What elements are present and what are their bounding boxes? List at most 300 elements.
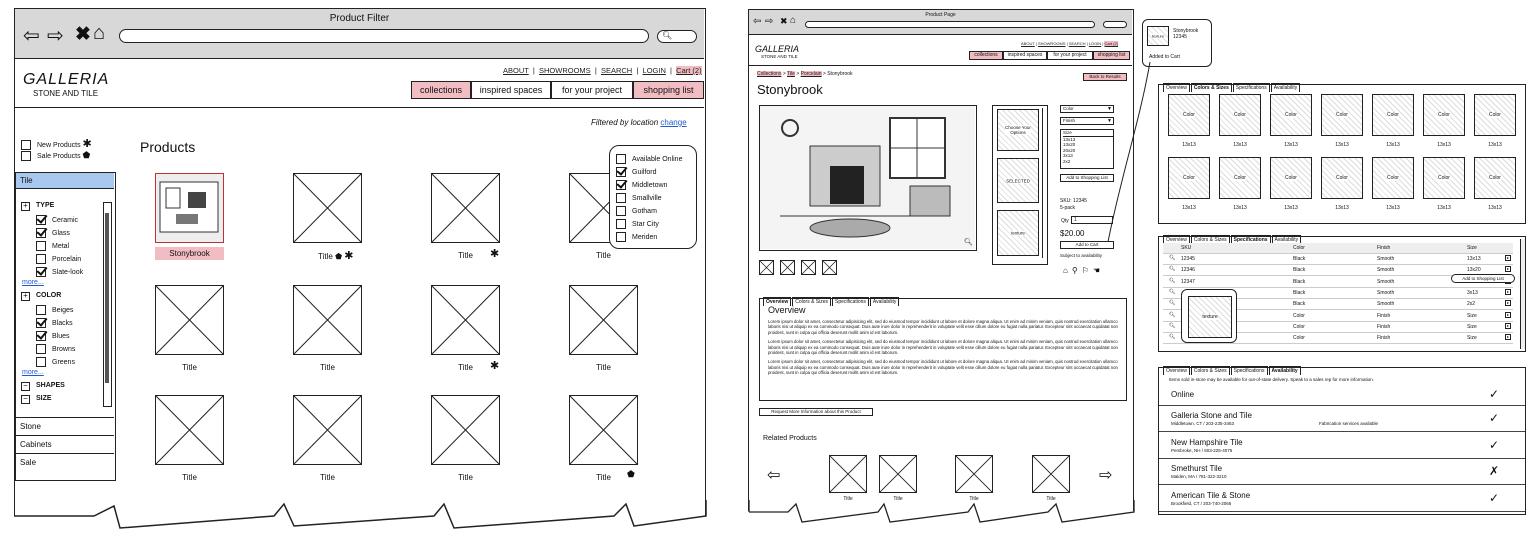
type-more-link[interactable]: more... xyxy=(22,279,44,286)
size-option[interactable]: 13x13 xyxy=(1063,136,1076,142)
tab-availability[interactable]: Availability xyxy=(1269,366,1301,375)
checkbox[interactable] xyxy=(616,167,626,177)
spec-color: Color xyxy=(1293,335,1305,342)
zoom-icon[interactable]: 🔍︎ xyxy=(1169,277,1176,284)
product-image-placeholder[interactable] xyxy=(293,285,362,355)
color-swatch[interactable] xyxy=(1474,94,1516,136)
sku-text: SKU: 12345 xyxy=(1060,198,1087,204)
related-product-image[interactable] xyxy=(955,455,993,493)
loc-label: Meriden xyxy=(632,234,658,241)
product-filter-window xyxy=(14,8,706,516)
expand-icon[interactable]: ▸ xyxy=(1506,300,1509,306)
size-expand-icon[interactable]: − xyxy=(21,395,30,404)
availability-mark-icon: ✓ xyxy=(1489,411,1500,425)
spec-size: 13x13 xyxy=(1467,256,1481,262)
swatch-label: Color xyxy=(1387,175,1399,181)
expand-icon[interactable]: ▸ xyxy=(1506,266,1509,272)
logo[interactable] xyxy=(23,71,109,98)
color-label: Blacks xyxy=(52,320,73,327)
product-title xyxy=(569,251,638,260)
color-browns[interactable] xyxy=(36,343,75,356)
crumb-collections[interactable]: Collections xyxy=(757,71,782,77)
spec-color: Black xyxy=(1293,278,1306,285)
swatch-label: Color xyxy=(1285,112,1297,118)
expand-icon[interactable]: ▸ xyxy=(1506,334,1509,340)
spec-color: Color xyxy=(1293,312,1305,319)
color-swatch[interactable] xyxy=(1423,94,1465,136)
checkbox[interactable] xyxy=(36,267,46,277)
size-option[interactable]: 20x20 xyxy=(1063,147,1076,153)
type-label: Ceramic xyxy=(52,217,79,224)
swatch-size: 13x13 xyxy=(1233,205,1247,211)
option-texture[interactable] xyxy=(997,210,1039,256)
logo[interactable] xyxy=(755,44,799,59)
color-swatch[interactable] xyxy=(1474,157,1516,199)
store-name: Galleria Stone and Tile xyxy=(1171,411,1252,420)
nav-shopping-list[interactable]: shopping list xyxy=(1093,51,1130,60)
product-page-window xyxy=(748,9,1134,511)
texture-label: texture xyxy=(1151,33,1165,39)
availability-panel xyxy=(1158,367,1526,515)
color-swatch[interactable] xyxy=(1321,157,1363,199)
link-icon[interactable]: ⚐ xyxy=(1081,266,1093,275)
asterisk-icon: ✱ xyxy=(490,360,500,372)
tab-availability[interactable]: Availability xyxy=(1272,235,1302,244)
store-row xyxy=(1159,486,1526,512)
thumb-2[interactable] xyxy=(780,260,795,275)
loc-label: Star City xyxy=(632,221,659,228)
availability-mark-icon: ✗ xyxy=(1489,464,1500,478)
option-scrollbar[interactable] xyxy=(1042,108,1045,258)
color-list xyxy=(36,304,75,369)
loc-guilford[interactable] xyxy=(616,166,690,179)
swatch-label: Color xyxy=(1438,175,1450,181)
tab-specifications[interactable]: Specifications xyxy=(832,297,869,306)
color-more-link[interactable]: more... xyxy=(22,369,44,376)
add-to-shopping-list-button[interactable]: Add to Shopping List xyxy=(1060,174,1114,182)
checkbox[interactable] xyxy=(616,206,626,216)
price: $20.00 xyxy=(1060,229,1085,238)
title-text[interactable]: Title xyxy=(596,473,611,482)
loc-smallville[interactable] xyxy=(616,192,690,205)
swatch-label: Color xyxy=(1234,112,1246,118)
title-text[interactable]: Title xyxy=(458,363,473,372)
product-image-placeholder[interactable] xyxy=(431,173,500,243)
swatch-size: 13x13 xyxy=(1488,142,1502,148)
nav-inspired-spaces[interactable]: inspired spaces xyxy=(471,81,551,99)
size-option[interactable]: 3x13 xyxy=(1063,153,1073,158)
related-product-image[interactable] xyxy=(879,455,917,493)
color-swatch[interactable] xyxy=(1168,94,1210,136)
loc-label: Middletown xyxy=(632,182,668,189)
spec-size: Size xyxy=(1467,323,1477,330)
product-title xyxy=(155,363,224,372)
product-title xyxy=(293,363,362,372)
store-name: Smethurst Tile xyxy=(1171,464,1223,473)
sidebar-scrollbar[interactable] xyxy=(103,202,112,407)
zoom-icon[interactable]: 🔍︎ xyxy=(964,239,973,246)
spec-header-sku: SKU xyxy=(1181,245,1192,251)
asterisk-icon: ✱ xyxy=(344,250,354,262)
back-arrow-icon[interactable]: ⇦ xyxy=(23,25,40,47)
expand-icon[interactable]: ▸ xyxy=(1506,255,1509,260)
address-bar[interactable] xyxy=(119,29,649,43)
spec-row[interactable] xyxy=(1163,254,1513,265)
spec-color: Color xyxy=(1293,323,1305,330)
asterisk-icon: ✱ xyxy=(490,248,500,260)
tab-overview[interactable]: Overview xyxy=(763,297,791,306)
nav-collections[interactable]: collections xyxy=(969,51,1003,60)
product-image-placeholder[interactable] xyxy=(431,285,500,355)
category-sidebar xyxy=(15,172,116,481)
spec-scrollbar[interactable] xyxy=(1520,239,1525,349)
hero-image[interactable] xyxy=(759,105,977,251)
thumb-4[interactable] xyxy=(822,260,837,275)
title-text[interactable]: Title xyxy=(596,251,611,260)
nav-inspired-spaces[interactable]: inspired spaces xyxy=(1003,51,1047,60)
close-icon[interactable]: ✖ xyxy=(75,24,91,45)
title-bar xyxy=(749,10,1132,35)
search-field[interactable]: 🔍︎ xyxy=(657,30,697,43)
left-arrow-icon[interactable]: ⇦ xyxy=(767,467,781,484)
type-slate-look[interactable] xyxy=(36,266,83,279)
add-to-cart-button[interactable]: Add to Cart xyxy=(1060,241,1114,249)
color-swatch[interactable] xyxy=(1423,157,1465,199)
option-label: Choose Your Options xyxy=(1005,125,1031,135)
spec-finish: Finish xyxy=(1377,312,1391,319)
spec-color: Black xyxy=(1293,256,1306,262)
pack-text: 5-pack xyxy=(1060,205,1076,211)
zoom-icon[interactable]: 🔍︎ xyxy=(1169,255,1176,261)
spec-sku: 12345 xyxy=(1181,256,1195,262)
type-glass[interactable] xyxy=(36,227,83,240)
filter-status xyxy=(591,118,687,127)
checkbox[interactable] xyxy=(36,357,46,367)
tab-overview[interactable]: Overview xyxy=(1163,366,1190,375)
spec-color: Black xyxy=(1293,267,1306,274)
search-link[interactable]: SEARCH xyxy=(1068,41,1086,46)
store-row xyxy=(1159,459,1526,485)
checkbox[interactable] xyxy=(36,215,46,225)
spec-finish: Smooth xyxy=(1377,278,1395,285)
loc-label: Smallville xyxy=(632,195,662,202)
home-share-icon[interactable]: ⌂ xyxy=(1063,266,1072,275)
checkbox[interactable] xyxy=(36,254,46,264)
top-links: ABOUT | SHOWROOMS | SEARCH | LOGIN | Cart (2) xyxy=(503,66,702,75)
spec-header-size: Size xyxy=(1467,245,1477,251)
zoom-icon[interactable]: 🔍︎ xyxy=(1169,288,1176,295)
availability-mark-icon: ✓ xyxy=(1489,437,1500,452)
checkbox[interactable] xyxy=(21,151,31,161)
tab-specifications[interactable]: Specifications xyxy=(1233,83,1270,92)
product-card-stonybrook[interactable] xyxy=(155,173,224,243)
checkbox[interactable] xyxy=(36,344,46,354)
tab-colors-sizes[interactable]: Colors & Sizes xyxy=(1191,235,1230,244)
title-text[interactable]: Title xyxy=(182,363,197,372)
about-link[interactable]: ABOUT xyxy=(1021,41,1035,46)
store-address: Pembroke, NH / 603-225-4075 xyxy=(1171,447,1233,453)
filter-status-text: Filtered by location xyxy=(591,118,659,127)
address-bar[interactable] xyxy=(805,21,1095,28)
type-expand-icon[interactable]: + xyxy=(21,202,30,211)
thumb-3[interactable] xyxy=(801,260,816,275)
spec-finish: Smooth xyxy=(1377,289,1395,296)
sale-products-check[interactable] xyxy=(21,150,90,161)
avail-online-row xyxy=(1159,384,1526,406)
zoom-icon[interactable]: 🔍︎ xyxy=(1169,266,1176,273)
showrooms-link[interactable]: SHOWROOMS xyxy=(539,66,591,75)
type-metal[interactable] xyxy=(36,240,83,253)
logo-sub: STONE AND TILE xyxy=(761,54,798,59)
tag-icon: ⬟ xyxy=(627,469,635,479)
title-text[interactable]: Title xyxy=(596,363,611,372)
tab-specifications[interactable]: Specifications xyxy=(1231,366,1268,375)
checkbox[interactable] xyxy=(36,318,46,328)
title-text[interactable]: Title xyxy=(182,473,197,482)
products-heading: Products xyxy=(140,139,196,155)
torn-edge xyxy=(14,500,708,530)
tab-colors-sizes[interactable]: Colors & Sizes xyxy=(792,297,831,306)
tab-colors-sizes[interactable]: Colors & Sizes xyxy=(1191,83,1232,92)
search-link[interactable]: SEARCH xyxy=(600,66,633,75)
product-image-placeholder[interactable] xyxy=(569,395,638,465)
color-swatch[interactable] xyxy=(1372,157,1414,199)
related-product-image[interactable] xyxy=(829,455,867,493)
overview-panel xyxy=(759,298,1127,401)
spec-finish: Smooth xyxy=(1377,256,1395,262)
swatch-label: Color xyxy=(1336,112,1348,118)
nav-for-your-project[interactable]: for your project xyxy=(551,81,633,99)
login-link[interactable]: LOGIN xyxy=(642,66,666,75)
cart-link[interactable]: Cart (2) xyxy=(1104,41,1119,46)
loc-meriden[interactable] xyxy=(616,231,690,244)
swatch-label: Color xyxy=(1387,112,1399,118)
spec-add-list-button[interactable]: Add to Shopping List xyxy=(1451,274,1515,283)
checkbox[interactable] xyxy=(616,219,626,229)
related-product-title[interactable]: Title xyxy=(1046,496,1056,502)
checkbox[interactable] xyxy=(21,140,31,150)
color-expand-icon[interactable]: + xyxy=(21,292,30,301)
title-text[interactable]: Title xyxy=(458,251,473,260)
crumb-porcelain[interactable]: Porcelain xyxy=(800,71,822,77)
tab-availability[interactable]: Availability xyxy=(1271,83,1301,92)
overview-paragraph-1: Lorem ipsum dolor sit amet, consectetur adipisicing elit, sed do eiusmod tempor incididunt ut labore et dolore magna aliqua. Ut enim ad minim veniam, quis nostrud exercitation ullamco laboris nisi ut aliquip ex ea commodo consequat. Duis aute irure dolor in reprehenderit in voluptate velit esse cillum dolore eu fugiat nulla pariatur. Excepteur sint occaecat cupidatat non proident, sunt in culpa qui officia deserunt mollit anim id est laborum. xyxy=(768,319,1118,335)
shapes-expand-icon[interactable]: − xyxy=(21,382,30,391)
pin-icon[interactable]: ⚲ xyxy=(1071,266,1082,275)
swatch-label: Color xyxy=(1489,112,1501,118)
swatch-size: 13x13 xyxy=(1284,142,1298,148)
loc-label: Guilford xyxy=(632,169,657,176)
color-heading: COLOR xyxy=(36,292,62,299)
title-bar xyxy=(15,9,704,59)
spec-panel xyxy=(1158,236,1526,352)
popup-product-name: Stonybrook xyxy=(1173,28,1199,34)
product-image-placeholder[interactable] xyxy=(155,395,224,465)
size-option[interactable]: 2x2 xyxy=(1063,158,1071,164)
chevron-down-icon: ▼ xyxy=(1107,106,1112,112)
logo-sub: STONE AND TILE xyxy=(33,89,99,98)
checkbox[interactable] xyxy=(36,228,46,238)
zoom-icon[interactable]: 🔍︎ xyxy=(1169,311,1176,318)
spec-size: Size xyxy=(1467,312,1477,319)
product-label-stonybrook[interactable]: Stonybrook xyxy=(155,247,224,260)
type-heading: TYPE xyxy=(36,202,55,209)
forward-arrow-icon[interactable]: ⇨ xyxy=(765,16,774,27)
checkbox[interactable] xyxy=(616,193,626,203)
color-swatch[interactable] xyxy=(1168,157,1210,199)
color-blues[interactable] xyxy=(36,330,75,343)
title-text[interactable]: Title xyxy=(458,473,473,482)
expand-icon[interactable]: ▸ xyxy=(1506,288,1509,294)
title-text[interactable]: Title xyxy=(320,473,335,482)
request-info-button[interactable]: Request More Information about this Product xyxy=(759,408,873,416)
showrooms-link[interactable]: SHOWROOMS xyxy=(1037,41,1066,46)
title-text[interactable]: Title xyxy=(320,363,335,372)
right-arrow-icon[interactable]: ⇨ xyxy=(1099,467,1113,484)
spec-finish: Smooth xyxy=(1377,267,1395,274)
product-image-placeholder[interactable] xyxy=(293,395,362,465)
thumb-1[interactable] xyxy=(759,260,774,275)
product-image-placeholder[interactable] xyxy=(431,395,500,465)
color-swatch[interactable] xyxy=(1372,94,1414,136)
home-icon[interactable]: ⌂ xyxy=(93,22,106,44)
color-swatch[interactable] xyxy=(1270,157,1312,199)
nav-shopping-list[interactable]: shopping list xyxy=(633,81,704,99)
swatch-size: 13x13 xyxy=(1284,205,1298,211)
tab-availability[interactable]: Availability xyxy=(870,297,900,306)
main-nav xyxy=(411,81,704,99)
option-selected[interactable] xyxy=(997,158,1039,203)
online-label: Online xyxy=(1171,390,1195,399)
breadcrumb: Collections > Tile > Porcelain > Stonybrook xyxy=(757,71,853,77)
new-products-check[interactable] xyxy=(21,137,92,150)
spec-sku: 12346 xyxy=(1181,267,1195,274)
option-label: texture xyxy=(1011,230,1025,236)
expand-icon[interactable]: ▸ xyxy=(1506,322,1509,328)
related-product-title[interactable]: Title xyxy=(843,496,853,502)
category-tile[interactable]: Tile xyxy=(16,173,114,189)
title-text: Title xyxy=(318,252,333,261)
asterisk-icon: ✱ xyxy=(82,138,92,150)
tab-colors-sizes[interactable]: Colors & Sizes xyxy=(1191,366,1230,375)
option-choose[interactable] xyxy=(997,109,1039,151)
overview-heading: Overview xyxy=(768,305,806,315)
color-swatch[interactable] xyxy=(1219,157,1261,199)
category-sale[interactable]: Sale xyxy=(16,453,114,471)
login-link[interactable]: LOGIN xyxy=(1088,41,1102,46)
popup-added: Added to Cart xyxy=(1149,54,1180,60)
loc-gotham[interactable] xyxy=(616,205,690,218)
zoom-icon[interactable]: 🔍︎ xyxy=(1169,300,1176,307)
scroll-thumb[interactable] xyxy=(105,213,109,383)
cart-link[interactable]: Cart (2) xyxy=(676,66,702,75)
back-arrow-icon[interactable]: ⇦ xyxy=(753,16,762,27)
swatch-size: 13x13 xyxy=(1335,205,1349,211)
popup-sku: 12345 xyxy=(1173,34,1187,40)
popup-texture xyxy=(1147,26,1169,46)
hand-icon[interactable]: ☚ xyxy=(1092,266,1105,275)
loc-online[interactable] xyxy=(616,153,690,166)
swatch-size: 13x13 xyxy=(1386,205,1400,211)
checkbox[interactable] xyxy=(616,180,626,190)
category-stone[interactable]: Stone xyxy=(16,417,114,435)
sale-products-label: Sale Products xyxy=(37,153,81,160)
header-divider xyxy=(15,107,704,108)
color-swatch[interactable] xyxy=(1321,94,1363,136)
checkbox[interactable] xyxy=(616,232,626,242)
top-links: ABOUT | SHOWROOMS | SEARCH | LOGIN | Cart (2) xyxy=(1021,41,1119,46)
about-link[interactable]: ABOUT xyxy=(503,66,529,75)
related-product-image[interactable] xyxy=(1032,455,1070,493)
product-image-placeholder[interactable] xyxy=(293,173,362,243)
type-label: Slate-look xyxy=(52,269,84,276)
tab-overview[interactable]: Overview xyxy=(1163,83,1190,92)
swatch-size: 13x13 xyxy=(1386,142,1400,148)
loc-label: Gotham xyxy=(632,208,657,215)
home-icon[interactable]: ⌂ xyxy=(790,15,797,26)
color-swatch[interactable] xyxy=(1270,94,1312,136)
related-product-title[interactable]: Title xyxy=(969,496,979,502)
nav-for-your-project[interactable]: for your project xyxy=(1047,51,1093,60)
product-image-placeholder[interactable] xyxy=(155,285,224,355)
search-field[interactable] xyxy=(1103,21,1127,28)
overview-paragraph-2: Lorem ipsum dolor sit amet, consectetur adipisicing elit, sed do eiusmod tempor incididunt ut labore et dolore magna aliqua. Ut enim ad minim veniam, quis nostrud exercitation ullamco laboris nisi ut aliquip ex ea commodo consequat. Duis aute irure dolor in reprehenderit in voluptate velit esse cillum dolore eu fugiat nulla pariatur. Excepteur sint occaecat cupidatat non proident, sunt in culpa qui officia deserunt mollit anim id est laborum. xyxy=(768,339,1118,356)
expand-icon[interactable]: ▸ xyxy=(1506,311,1509,317)
spec-finish: Finish xyxy=(1377,335,1391,342)
forward-arrow-icon[interactable]: ⇨ xyxy=(47,25,64,47)
spec-color: Black xyxy=(1293,301,1306,308)
crumb-tile[interactable]: Tile xyxy=(787,71,795,77)
location-popover xyxy=(609,145,697,249)
color-greens[interactable] xyxy=(36,356,75,369)
category-cabinets[interactable]: Cabinets xyxy=(16,435,114,453)
related-product-title[interactable]: Title xyxy=(893,496,903,502)
zoom-icon[interactable]: 🔍︎ xyxy=(1169,322,1176,329)
window-title: Product Filter xyxy=(329,13,390,24)
checkbox[interactable] xyxy=(36,241,46,251)
nav-collections[interactable]: collections xyxy=(411,81,471,99)
checkbox[interactable] xyxy=(36,331,46,341)
spec-color: Black xyxy=(1293,289,1306,296)
tab-overview[interactable]: Overview xyxy=(1163,235,1190,244)
store-address: Malden, MA / 781-322-3210 xyxy=(1171,474,1227,479)
zoom-icon[interactable]: 🔍︎ xyxy=(1169,334,1176,341)
connector-line xyxy=(1100,60,1160,250)
size-option[interactable]: 13x20 xyxy=(1063,142,1076,147)
availability-note: Subject to availability xyxy=(1060,253,1103,258)
swatch-size: 13x13 xyxy=(1335,142,1349,148)
swatch-size: 13x13 xyxy=(1182,142,1196,148)
type-label: Porcelain xyxy=(52,256,82,263)
back-to-results-button[interactable]: Back to Results xyxy=(1083,73,1127,81)
close-icon[interactable]: ✖ xyxy=(780,16,788,26)
color-swatch[interactable] xyxy=(1219,94,1261,136)
product-image-placeholder[interactable] xyxy=(569,285,638,355)
loc-star-city[interactable] xyxy=(616,218,690,231)
qty-input[interactable]: 1 xyxy=(1071,216,1113,224)
loc-middletown[interactable] xyxy=(616,179,690,192)
type-list xyxy=(36,214,83,279)
new-products-label: New Products xyxy=(37,142,81,149)
colors-panel xyxy=(1158,84,1526,224)
swatch-size: 13x13 xyxy=(1437,205,1451,211)
tab-specifications[interactable]: Specifications xyxy=(1231,235,1271,244)
spec-header-color: Color xyxy=(1293,245,1305,251)
change-link[interactable]: change xyxy=(660,118,687,127)
checkbox[interactable] xyxy=(616,154,626,164)
store-address: Brookfield, CT / 203-740-2066 xyxy=(1171,500,1232,506)
checkbox[interactable] xyxy=(36,305,46,315)
